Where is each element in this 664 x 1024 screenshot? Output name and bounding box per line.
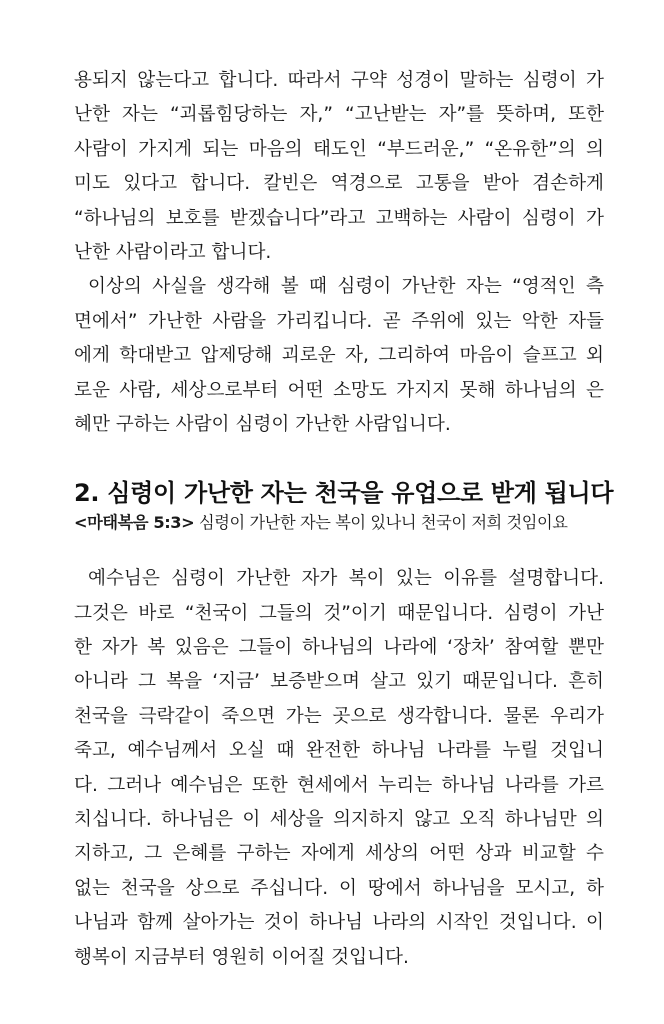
text-line: 이상의 사실을 생각해 볼 때 심령이 가난한 자는 “영적인 측 [88,276,604,298]
text-line: 행복이 지금부터 영원히 이어질 것입니다. [74,946,409,968]
paragraph-2 [74,270,604,442]
text-line: 난한 사람이라고 합니다. [74,241,272,263]
text-line: 다. 그러나 예수님은 또한 현세에서 누리는 하나님 나라를 가르 [74,774,604,796]
text-line: 사람이 가지게 되는 마음의 태도인 “부드러운,” “온유한”의 의 [74,138,604,160]
text-line: 난한 자는 “괴롭힘당하는 자,” “고난받는 자”를 뜻하며, 또한 [74,104,604,126]
text-line: 면에서” 가난한 사람을 가리킵니다. 곧 주위에 있는 악한 자들 [74,310,604,332]
text-line: 로운 사람, 세상으로부터 어떤 소망도 가지지 못해 하나님의 은 [74,379,604,401]
verse-text: 심령이 가난한 자는 복이 있나니 천국이 저희 것임이요 [194,513,568,533]
text-line: 아니라 그 복을 ‘지금’ 보증받으며 살고 있기 때문입니다. 흔히 [74,671,604,693]
text-line: 혜만 구하는 사람이 심령이 가난한 사람입니다. [74,413,451,435]
text-line: 지하고, 그 은혜를 구하는 자에게 세상의 어떤 상과 비교할 수 [74,843,604,865]
text-line: 미도 있다고 합니다. 칼빈은 역경으로 고통을 받아 겸손하게 [74,173,604,195]
text-line: 그것은 바로 “천국이 그들의 것”이기 때문입니다. 심령이 가난 [74,602,604,624]
paragraph-3 [74,562,604,975]
text-line: 천국을 극락같이 죽으면 가는 곳으로 생각합니다. 물론 우리가 [74,705,604,727]
document-page [74,64,614,975]
text-line: 예수님은 심령이 가난한 자가 복이 있는 이유를 설명합니다. [88,568,604,590]
text-line: “하나님의 보호를 받겠습니다”라고 고백하는 사람이 심령이 가 [74,207,604,229]
text-line: 용되지 않는다고 합니다. 따라서 구약 성경이 말하는 심령이 가 [74,70,604,91]
text-line: 에게 학대받고 압제당해 괴로운 자, 그리하여 마음이 슬프고 외 [74,345,604,367]
verse-reference: <마태복음 5:3> [74,513,195,533]
text-line: 죽고, 예수님께서 오실 때 완전한 하나님 나라를 누릴 것입니 [74,740,604,762]
text-line: 치십니다. 하나님은 이 세상을 의지하지 않고 오직 하나님만 의 [74,809,604,831]
paragraph-1 [74,64,604,270]
text-line: 한 자가 복 있음은 그들이 하나님의 나라에 ‘장차’ 참여할 뿐만 [74,637,604,659]
section-heading: 2. 심령이 가난한 자는 천국을 유업으로 받게 됩니다 [74,479,614,508]
text-line: 없는 천국을 상으로 주십니다. 이 땅에서 하나님을 모시고, 하 [74,877,604,899]
scripture-verse [74,510,604,536]
text-line: 나님과 함께 살아가는 것이 하나님 나라의 시작인 것입니다. 이 [74,912,604,934]
